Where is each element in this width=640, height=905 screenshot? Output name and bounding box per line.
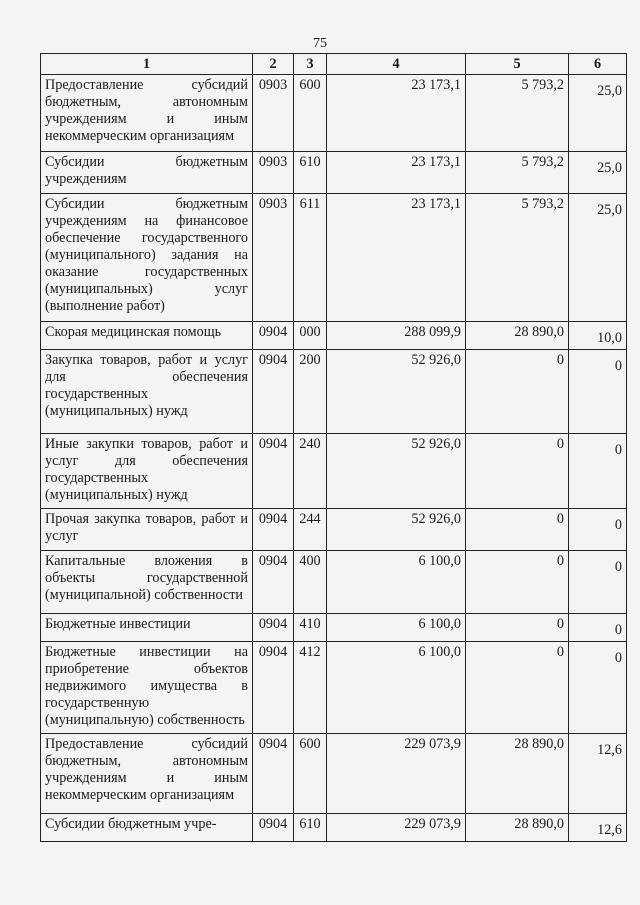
header-col-1: 1 — [41, 54, 253, 75]
actual-amount-cell: 28 890,0 — [466, 814, 569, 842]
page-number: 75 — [313, 36, 327, 51]
plan-amount-cell: 52 926,0 — [327, 509, 466, 551]
header-col-3: 3 — [294, 54, 327, 75]
section-code-cell: 0904 — [253, 322, 294, 350]
row-name-cell: Бюджетные инвестиции — [41, 614, 253, 642]
percent-value: 0 — [614, 559, 622, 575]
percent-cell — [569, 152, 627, 194]
actual-amount-cell: 28 890,0 — [466, 322, 569, 350]
section-code-cell: 0904 — [253, 814, 294, 842]
section-code-cell: 0904 — [253, 350, 294, 434]
section-code-cell: 0903 — [253, 75, 294, 152]
section-code-cell: 0904 — [253, 642, 294, 734]
percent-cell — [569, 814, 627, 842]
plan-amount-cell: 288 099,9 — [327, 322, 466, 350]
expense-type-cell: 611 — [294, 194, 327, 322]
percent-value: 25,0 — [597, 202, 622, 218]
budget-table — [40, 53, 627, 842]
table-row — [41, 75, 627, 152]
expense-type-cell: 610 — [294, 814, 327, 842]
actual-amount-cell: 5 793,2 — [466, 194, 569, 322]
percent-cell — [569, 734, 627, 814]
percent-value: 12,6 — [597, 742, 622, 758]
percent-value: 0 — [614, 650, 622, 666]
plan-amount-cell: 23 173,1 — [327, 152, 466, 194]
actual-amount-cell: 5 793,2 — [466, 75, 569, 152]
expense-type-cell: 240 — [294, 434, 327, 509]
section-code-cell: 0904 — [253, 551, 294, 614]
section-code-cell: 0904 — [253, 434, 294, 509]
row-name-cell: Предоставление субсидий бюджетным, автономным учреждениям и иным некоммерческим организациям — [41, 75, 253, 152]
table-row — [41, 194, 627, 322]
percent-cell — [569, 350, 627, 434]
actual-amount-cell: 28 890,0 — [466, 734, 569, 814]
expense-type-cell: 000 — [294, 322, 327, 350]
percent-cell — [569, 322, 627, 350]
percent-value: 0 — [614, 442, 622, 458]
row-name-cell: Скорая медицинская помощь — [41, 322, 253, 350]
percent-value: 25,0 — [597, 83, 622, 99]
section-code-cell: 0903 — [253, 152, 294, 194]
expense-type-cell: 410 — [294, 614, 327, 642]
actual-amount-cell: 0 — [466, 434, 569, 509]
table-body — [41, 75, 627, 842]
percent-value: 25,0 — [597, 160, 622, 176]
percent-value: 12,6 — [597, 822, 622, 838]
percent-value: 10,0 — [597, 330, 622, 346]
percent-cell — [569, 194, 627, 322]
actual-amount-cell: 5 793,2 — [466, 152, 569, 194]
section-code-cell: 0904 — [253, 734, 294, 814]
header-col-5: 5 — [466, 54, 569, 75]
plan-amount-cell: 6 100,0 — [327, 551, 466, 614]
row-name-cell: Иные закупки товаров, работ и услуг для обеспечения государственных (муниципальных) нужд — [41, 434, 253, 509]
row-name-cell: Субсидии бюджетным учреждениям — [41, 152, 253, 194]
table-row — [41, 509, 627, 551]
row-name-cell: Прочая закупка товаров, работ и услуг — [41, 509, 253, 551]
table-row — [41, 350, 627, 434]
row-name-cell: Закупка товаров, работ и услуг для обеспечения государственных (муниципальных) нужд — [41, 350, 253, 434]
header-row — [41, 54, 627, 75]
percent-cell — [569, 75, 627, 152]
table-row — [41, 642, 627, 734]
expense-type-cell: 412 — [294, 642, 327, 734]
expense-type-cell: 200 — [294, 350, 327, 434]
plan-amount-cell: 229 073,9 — [327, 734, 466, 814]
table-row — [41, 614, 627, 642]
percent-cell — [569, 434, 627, 509]
table-row — [41, 734, 627, 814]
actual-amount-cell: 0 — [466, 509, 569, 551]
expense-type-cell: 244 — [294, 509, 327, 551]
actual-amount-cell: 0 — [466, 642, 569, 734]
percent-value: 0 — [614, 358, 622, 374]
table-row — [41, 152, 627, 194]
row-name-cell: Субсидии бюджетным учреждениям на финансовое обеспечение государственного (муниципального) задания на оказание государственных (муниципальных) услуг (выполнение работ) — [41, 194, 253, 322]
expense-type-cell: 610 — [294, 152, 327, 194]
plan-amount-cell: 52 926,0 — [327, 434, 466, 509]
row-name-cell: Субсидии бюджетным учре- — [41, 814, 253, 842]
row-name-cell: Капитальные вложения в объекты государственной (муниципальной) собственности — [41, 551, 253, 614]
expense-type-cell: 600 — [294, 734, 327, 814]
percent-cell — [569, 551, 627, 614]
header-col-2: 2 — [253, 54, 294, 75]
percent-cell — [569, 509, 627, 551]
expense-type-cell: 600 — [294, 75, 327, 152]
plan-amount-cell: 229 073,9 — [327, 814, 466, 842]
percent-value: 0 — [614, 517, 622, 533]
table-row — [41, 814, 627, 842]
expense-type-cell: 400 — [294, 551, 327, 614]
percent-cell — [569, 642, 627, 734]
plan-amount-cell: 23 173,1 — [327, 194, 466, 322]
table-row — [41, 551, 627, 614]
section-code-cell: 0904 — [253, 509, 294, 551]
plan-amount-cell: 23 173,1 — [327, 75, 466, 152]
row-name-cell: Предоставление субсидий бюджетным, автономным учреждениям и иным некоммерческим организациям — [41, 734, 253, 814]
actual-amount-cell: 0 — [466, 350, 569, 434]
header-col-6: 6 — [569, 54, 627, 75]
table-row — [41, 434, 627, 509]
percent-cell — [569, 614, 627, 642]
plan-amount-cell: 6 100,0 — [327, 642, 466, 734]
percent-value: 0 — [614, 622, 622, 638]
actual-amount-cell: 0 — [466, 551, 569, 614]
section-code-cell: 0904 — [253, 614, 294, 642]
plan-amount-cell: 52 926,0 — [327, 350, 466, 434]
header-col-4: 4 — [327, 54, 466, 75]
plan-amount-cell: 6 100,0 — [327, 614, 466, 642]
section-code-cell: 0903 — [253, 194, 294, 322]
row-name-cell: Бюджетные инвестиции на приобретение объектов недвижимого имущества в государственную (муниципальную) собственность — [41, 642, 253, 734]
actual-amount-cell: 0 — [466, 614, 569, 642]
table-row — [41, 322, 627, 350]
